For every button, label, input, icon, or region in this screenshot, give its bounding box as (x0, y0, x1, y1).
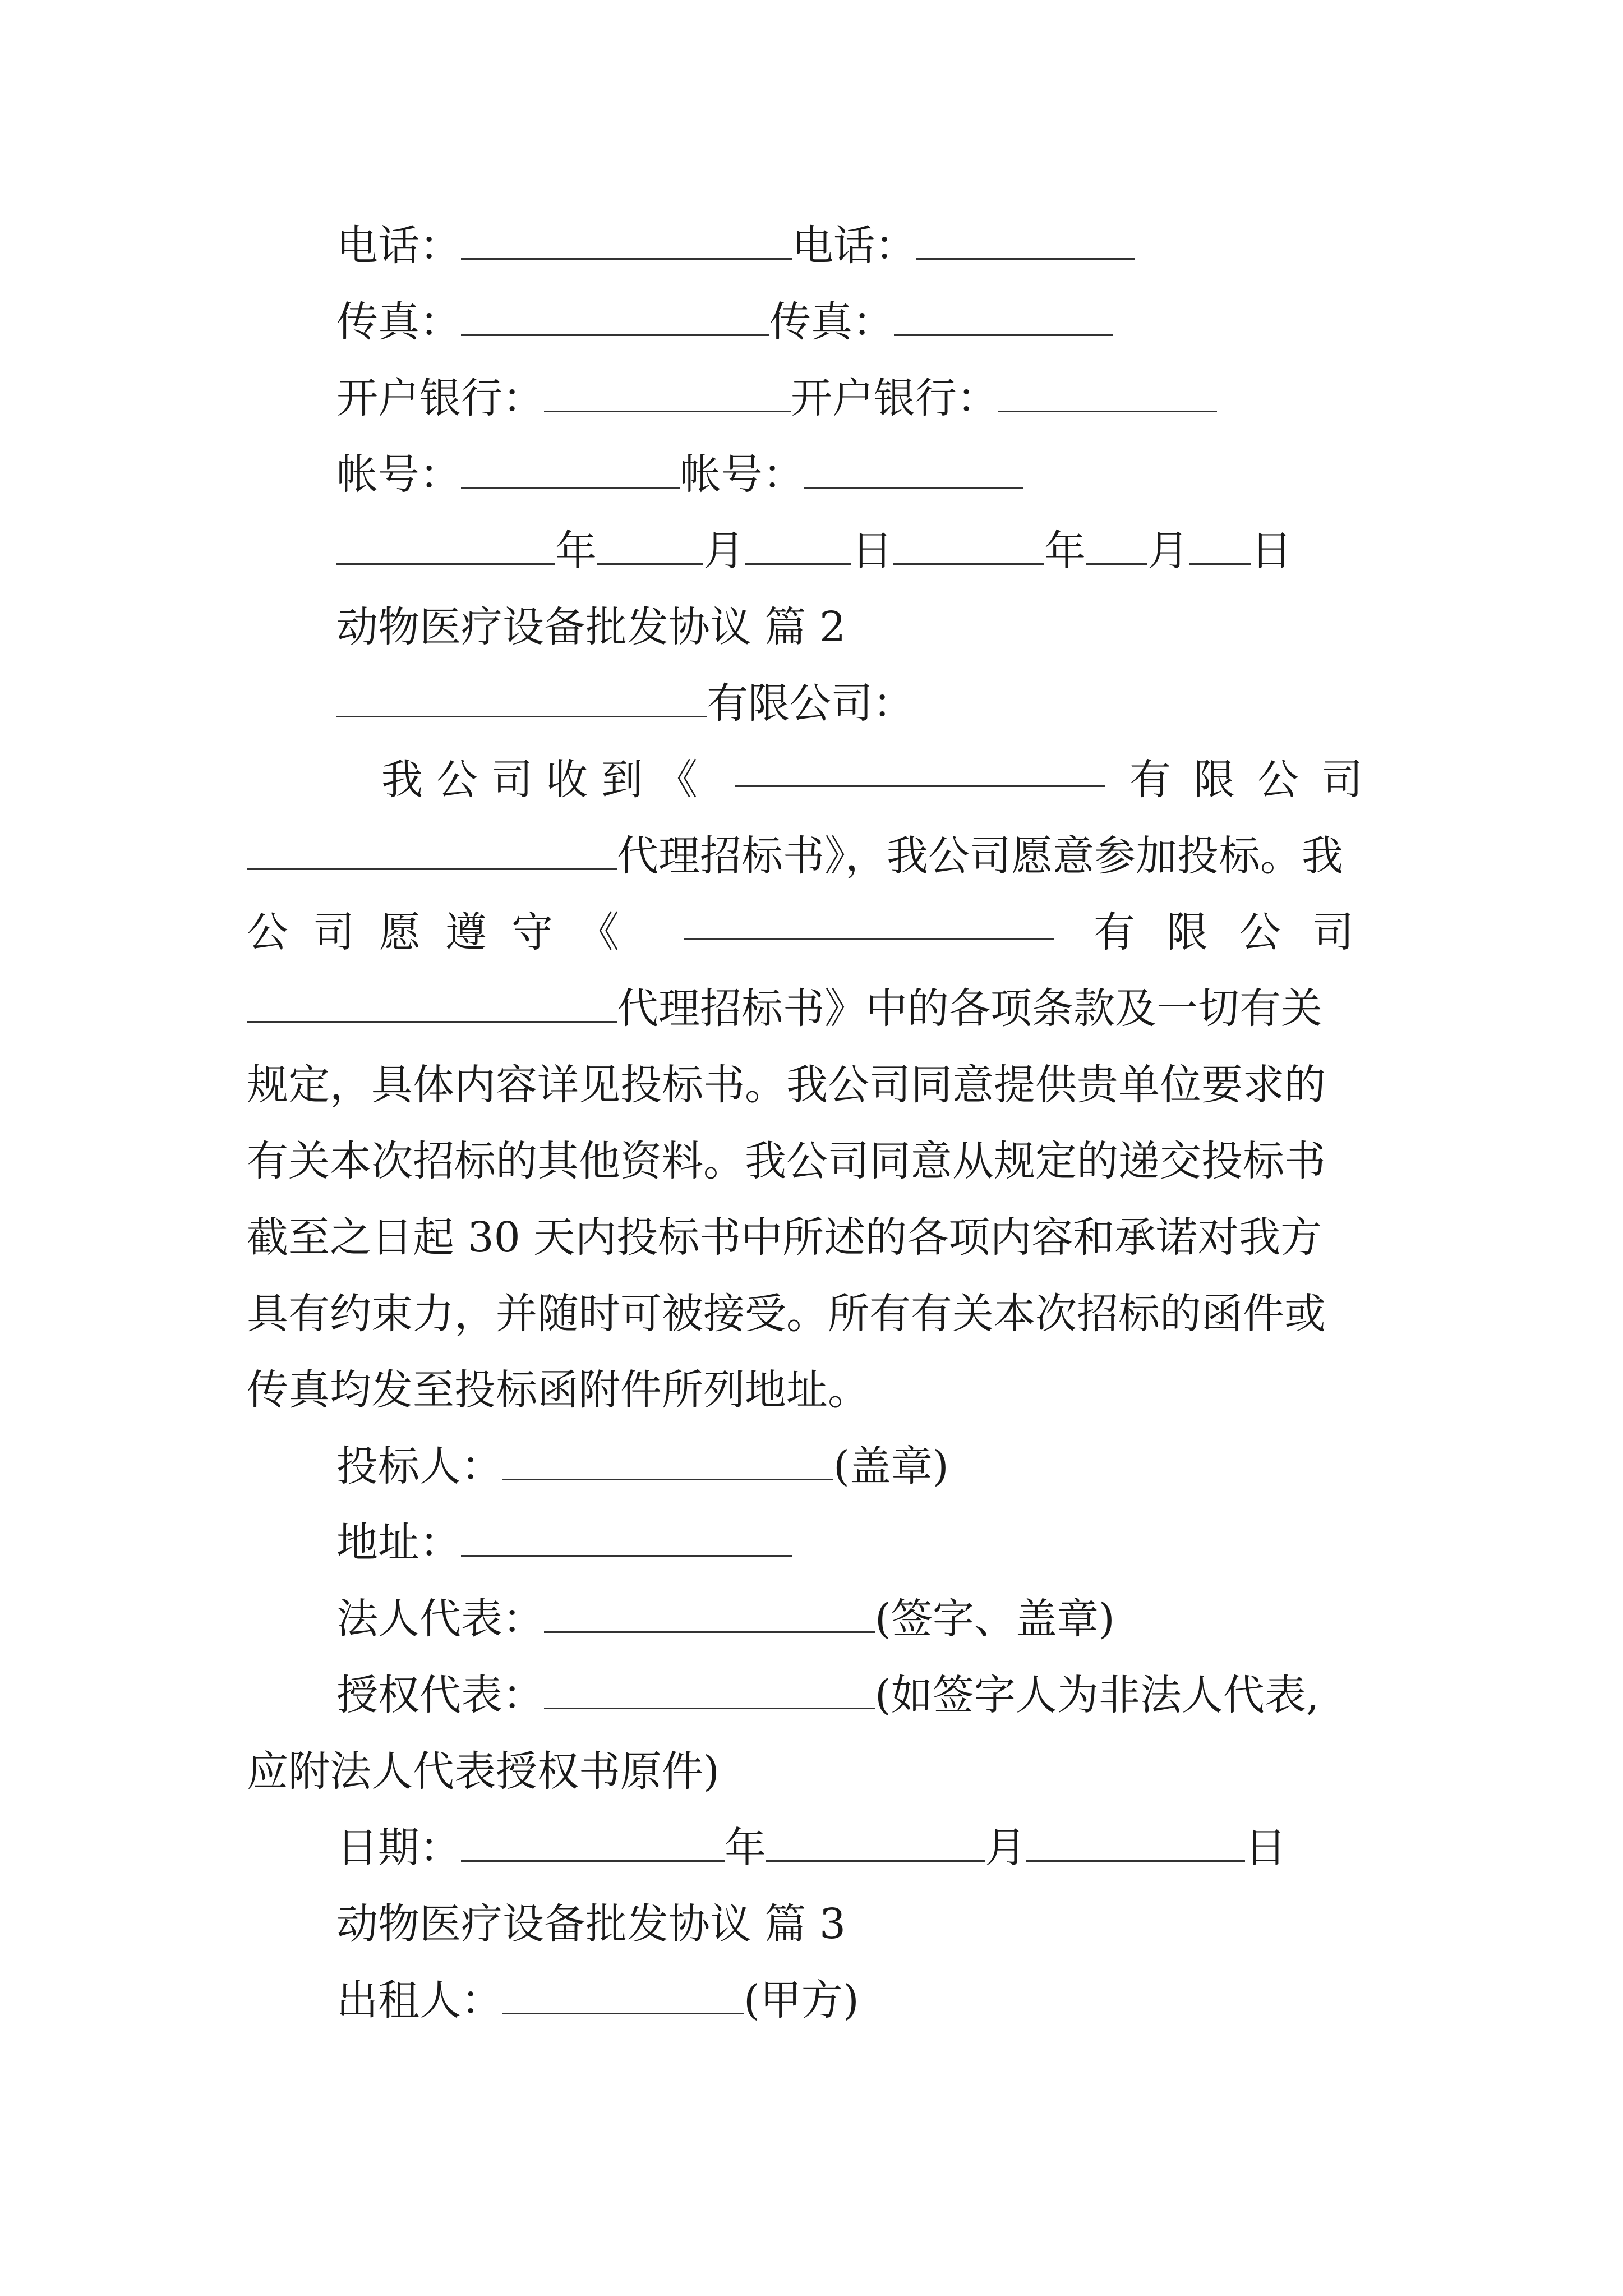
phone-blank-a (461, 214, 792, 260)
account-label-a: 帐号： (336, 450, 461, 499)
body-line-3 (247, 894, 1385, 970)
body-line-7: 截至之日起 30 天内投标书中所述的各项内容和承诺对我方 (247, 1213, 1322, 1262)
party-a-note: (甲方) (744, 1976, 859, 2024)
sign-month-label: 月 (985, 1824, 1026, 1872)
body-l1-a: 我公司收到《 (381, 756, 711, 804)
day-label-b: 日 (1251, 527, 1292, 575)
auth-rep-row (336, 1657, 1319, 1733)
fax-blank-b (894, 291, 1113, 336)
month-blank-a (597, 519, 703, 565)
legal-rep-row (336, 1581, 1115, 1657)
bank-blank-b (998, 367, 1217, 412)
body-l3-a: 公司愿遵守《 (247, 908, 644, 956)
lessor-row (336, 1962, 859, 2039)
phone-label-b: 电话： (792, 222, 916, 270)
address-row (336, 1504, 792, 1581)
fax-label-a: 传真： (336, 298, 461, 346)
auth-note-cont: 应附法人代表授权书原件) (247, 1747, 720, 1796)
sign-date-row (336, 1810, 1287, 1886)
body-line-4 (247, 970, 1385, 1047)
bank-row (336, 360, 1217, 436)
bank-label-a: 开户银行： (336, 374, 544, 422)
fax-row (336, 284, 1113, 360)
lessor-label: 出租人： (336, 1976, 502, 2024)
sign-day-label: 日 (1245, 1824, 1287, 1872)
address-label: 地址： (336, 1519, 461, 1567)
sign-year-label: 年 (725, 1824, 766, 1872)
legal-rep-label: 法人代表： (336, 1595, 544, 1643)
auth-note: (如签字人为非法人代表, (875, 1671, 1320, 1719)
date-label: 日期： (336, 1824, 461, 1872)
body-l4-blank (247, 977, 617, 1023)
body-line-8: 具有约束力，并随时可被接受。所有有关本次招标的函件或 (247, 1290, 1326, 1338)
bank-blank-a (544, 367, 791, 412)
month-label-b: 月 (1147, 527, 1189, 575)
bank-label-b: 开户银行： (791, 374, 998, 422)
date-row (336, 513, 1292, 589)
addressee-row (336, 665, 914, 742)
sign-month-blank (766, 1816, 985, 1862)
bidder-row (336, 1428, 949, 1504)
company-blank (336, 672, 707, 717)
address-blank (461, 1511, 792, 1557)
auth-rep-label: 授权代表： (336, 1671, 544, 1719)
account-row (336, 436, 1023, 513)
auth-rep-blank (544, 1664, 875, 1709)
body-l2: 代理招标书》，我公司愿意参加投标。我 (617, 832, 1343, 880)
body-line-5: 规定，具体内容详见投标书。我公司同意提供贵单位要求的 (247, 1061, 1326, 1109)
phone-label-a: 电话： (336, 222, 461, 270)
body-line-9: 传真均发至投标函附件所列地址。 (247, 1366, 869, 1414)
sign-year-blank (461, 1816, 725, 1862)
body-l2-blank (247, 825, 617, 870)
addressee-label: 有限公司： (707, 679, 914, 728)
day-blank-a (745, 519, 851, 565)
body-line-1 (381, 742, 1385, 818)
body-line-2 (247, 818, 1385, 894)
day-blank-b (1189, 519, 1251, 565)
body-l3-blank (684, 894, 1054, 940)
account-label-b: 帐号： (680, 450, 804, 499)
lessor-blank (502, 1969, 744, 2014)
sign-seal-note: (签字、盖章) (875, 1595, 1115, 1643)
year-blank-b (893, 519, 1044, 565)
body-l3-b: 有限公司 (1094, 908, 1385, 956)
bidder-blank (502, 1435, 833, 1480)
body-line-6: 有关本次招标的其他资料。我公司同意从规定的递交投标书 (247, 1137, 1326, 1185)
day-label-a: 日 (851, 527, 893, 575)
seal-note: (盖章) (833, 1442, 949, 1490)
fax-blank-a (461, 291, 769, 336)
month-blank-b (1086, 519, 1147, 565)
body-l1-b: 有限公司 (1129, 756, 1385, 804)
phone-blank-b (916, 214, 1135, 260)
legal-rep-blank (544, 1588, 875, 1633)
year-label-a: 年 (555, 527, 597, 575)
month-label-a: 月 (703, 527, 745, 575)
section3-title: 动物医疗设备批发协议 篇 3 (336, 1900, 846, 1948)
account-blank-a (461, 443, 680, 489)
year-blank-a (336, 519, 555, 565)
account-blank-b (804, 443, 1023, 489)
year-label-b: 年 (1044, 527, 1086, 575)
bidder-label: 投标人： (336, 1442, 502, 1490)
fax-label-b: 传真： (769, 298, 894, 346)
body-l1-blank (735, 742, 1105, 787)
phone-row (336, 208, 1135, 284)
section2-title: 动物医疗设备批发协议 篇 2 (336, 603, 846, 651)
body-l4: 代理招标书》中的各项条款及一切有关 (617, 984, 1322, 1033)
sign-day-blank (1026, 1816, 1245, 1862)
